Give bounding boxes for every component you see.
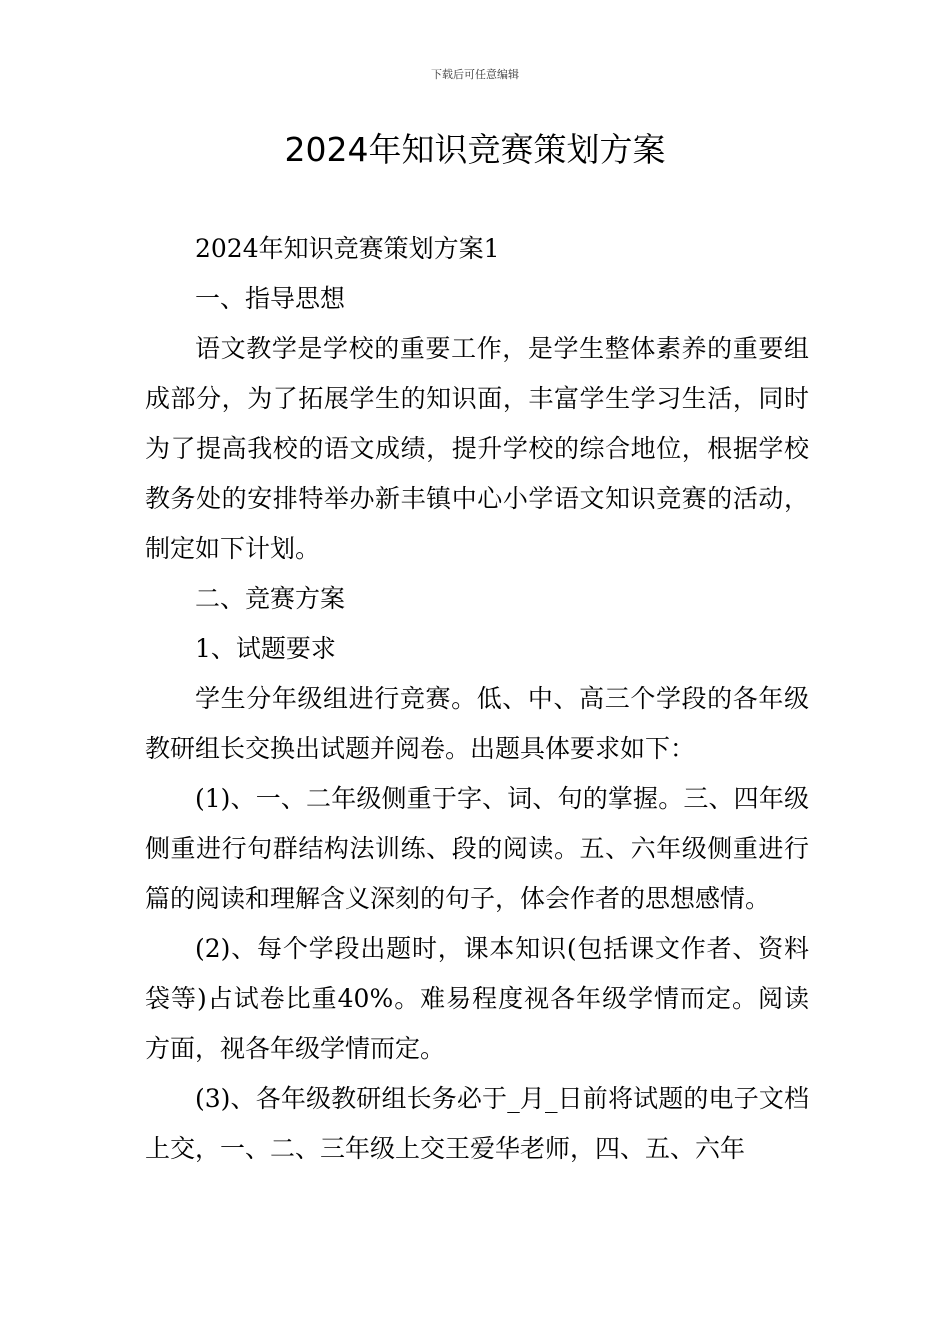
heading-guiding-ideology: 一、指导思想 [195, 284, 346, 313]
heading-question-requirements: 1、试题要求 [195, 634, 336, 663]
section-subtitle: 2024年知识竞赛策划方案1 [195, 234, 500, 263]
document-title: 2024年知识竞赛策划方案 [284, 130, 666, 169]
paragraph-requirement-2: (2)、每个学段出题时，课本知识(包括课文作者、资料袋等)占试卷比重40%。难易程度视各年级学情而定。阅读方面，视各年级学情而定。 [145, 934, 809, 1063]
heading-competition-plan: 二、竞赛方案 [195, 584, 346, 613]
paragraph-requirement-1: (1)、一、二年级侧重于字、词、句的掌握。三、四年级侧重进行句群结构法训练、段的阅读。五、六年级侧重进行篇的阅读和理解含义深刻的句子，体会作者的思想感情。 [145, 784, 809, 913]
paragraph-requirement-3: (3)、各年级教研组长务必于_月_日前将试题的电子文档上交，一、二、三年级上交王爱华老师，四、五、六年 [145, 1084, 809, 1163]
paragraph-grouping: 学生分年级组进行竞赛。低、中、高三个学段的各年级教研组长交换出试题并阅卷。出题具体要求如下： [145, 684, 809, 763]
paragraph-guiding-ideology: 语文教学是学校的重要工作，是学生整体素养的重要组成部分，为了拓展学生的知识面，丰富学生学习生活，同时为了提高我校的语文成绩，提升学校的综合地位，根据学校教务处的安排特举办新丰镇中心小学语文知识竞赛的活动，制定如下计划。 [145, 334, 809, 563]
page-header-note: 下载后可任意编辑 [431, 68, 519, 81]
document-body [145, 224, 809, 1174]
